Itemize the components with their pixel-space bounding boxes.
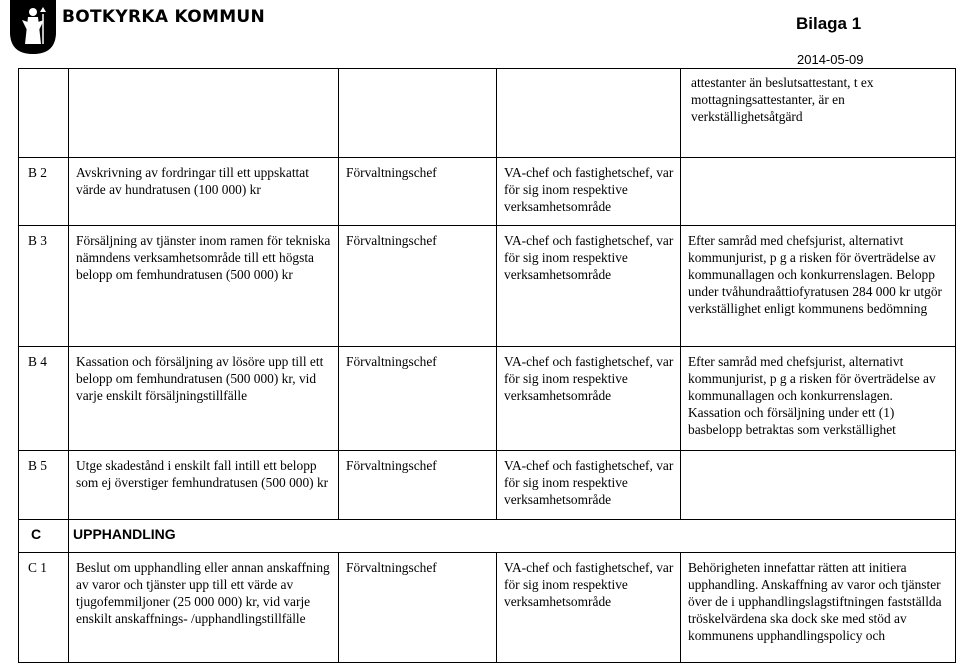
section-title: UPPHANDLING bbox=[73, 526, 176, 542]
comment-cell: Efter samråd med chefsjurist, alternativt kommunjurist, p g a risken för överträdelse av kommunallagen och konkurrenslagen. Belopp under tvåhundraåttiofyratusen 284 000 kr utgör verkställighet enligt kommunens bedömning bbox=[688, 233, 942, 316]
section-header-row bbox=[19, 520, 956, 553]
description-cell: Försäljning av tjänster inom ramen för tekniska nämndens verksamhetsområde till ett högsta belopp om femhundratusen (500 000) kr bbox=[76, 233, 331, 282]
description-cell: Kassation och försäljning av lösöre upp till ett belopp om femhundratusen (500 000) kr, vid varje enskilt försäljningstillfälle bbox=[76, 354, 324, 403]
row-code: B 4 bbox=[28, 354, 47, 369]
delegation-table bbox=[18, 68, 956, 663]
description-cell: Beslut om upphandling eller annan anskaffning av varor och tjänster upp till ett värde av tjugofemmiljoner (25 000 000) kr, vid varje enskilt anskaffnings- /upphandlingstillfälle bbox=[76, 560, 330, 626]
row-code: B 3 bbox=[28, 233, 47, 248]
comment-cell bbox=[681, 158, 955, 172]
substitute-cell: VA-chef och fastighetschef, var för sig inom respektive verksamhetsområde bbox=[504, 458, 674, 507]
attachment-label: Bilaga 1 bbox=[796, 14, 862, 33]
municipality-name: BOTKYRKA KOMMUN bbox=[62, 7, 266, 27]
table-row bbox=[19, 553, 956, 663]
row-code: C 1 bbox=[28, 560, 47, 575]
description-cell: Avskrivning av fordringar till ett uppskattat värde av hundratusen (100 000) kr bbox=[76, 165, 309, 197]
comment-cell: Behörigheten innefattar rätten att initiera upphandling. Anskaffning av varor och tjänster över de i upphandlingslagstiftningen fastställda tröskelvärdena ska dock ske med stöd av kommunens upphandlingspolicy och bbox=[688, 560, 942, 643]
municipality-coat-of-arms-icon bbox=[10, 0, 56, 54]
table-row-continued bbox=[19, 69, 956, 158]
decision-maker-cell: Förvaltningschef bbox=[346, 165, 437, 180]
table-row bbox=[19, 158, 956, 226]
page-header bbox=[0, 0, 960, 67]
section-letter: C bbox=[31, 526, 42, 542]
comment-cell: Efter samråd med chefsjurist, alternativt kommunjurist, p g a risken för överträdelse av kommunallagen och konkurrenslagen. Kassation och försäljning under ett (1) basbelopp betraktas som verkställighet bbox=[688, 354, 936, 437]
substitute-cell: VA-chef och fastighetschef, var för sig inom respektive verksamhetsområde bbox=[504, 233, 674, 282]
table-row bbox=[19, 451, 956, 520]
comment-cell bbox=[681, 451, 955, 465]
document-date: 2014-05-09 bbox=[797, 52, 864, 67]
row-code: B 5 bbox=[28, 458, 47, 473]
table-row bbox=[19, 226, 956, 347]
substitute-cell: VA-chef och fastighetschef, var för sig inom respektive verksamhetsområde bbox=[504, 560, 674, 609]
substitute-cell: VA-chef och fastighetschef, var för sig inom respektive verksamhetsområde bbox=[504, 165, 674, 214]
decision-maker-cell: Förvaltningschef bbox=[346, 458, 437, 473]
decision-maker-cell: Förvaltningschef bbox=[346, 560, 437, 575]
description-cell: Utge skadestånd i enskilt fall intill ett belopp som ej överstiger femhundratusen (500 000) kr bbox=[76, 458, 329, 490]
row-code: B 2 bbox=[28, 165, 47, 180]
table-row bbox=[19, 347, 956, 451]
decision-maker-cell: Förvaltningschef bbox=[346, 233, 437, 248]
decision-maker-cell: Förvaltningschef bbox=[346, 354, 437, 369]
comment-cell: attestanter än beslutsattestant, t ex mottagningsattestanter, är en verkställighetsåtgärd bbox=[691, 75, 874, 124]
substitute-cell: VA-chef och fastighetschef, var för sig inom respektive verksamhetsområde bbox=[504, 354, 674, 403]
